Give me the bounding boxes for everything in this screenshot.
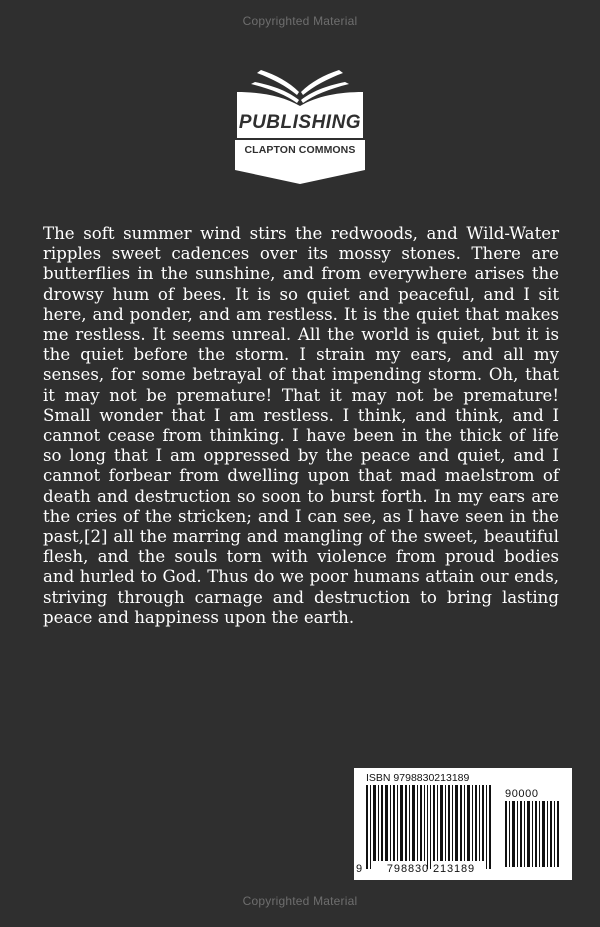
publisher-logo bbox=[231, 62, 369, 184]
publisher-title: PUBLISHING bbox=[238, 112, 362, 133]
copyright-watermark-bottom: Copyrighted Material bbox=[242, 894, 358, 908]
barcode-first-digit: 9 bbox=[356, 863, 363, 875]
barcode-digits: 798830 213189 bbox=[386, 863, 476, 875]
isbn-barcode bbox=[354, 768, 572, 880]
copyright-watermark-top: Copyrighted Material bbox=[242, 14, 358, 28]
back-cover-excerpt: The soft summer wind stirs the redwoods, and Wild-Water ripples sweet cadences over its mossy stones. There are butterflies in the sunshine, and from everywhere arises the drowsy hum of bees. It is so quiet and peaceful, and I sit here, and ponder, and am restless. It is the quiet that makes me restless. It seems unreal. All the world is quiet, but it is the quiet before the storm. I strain my ears, and all my senses, for some betrayal of that impending storm. Oh, that it may not be premature! That it may not be premature! Small wonder that I am restless. I think, and think, and I cannot cease from thinking. I have been in the thick of life so long that I am oppressed by the peace and quiet, and I cannot forbear from dwelling upon that mad maelstrom of death and destruction so soon to burst forth. In my ears are the cries of the stricken; and I can see, as I have seen in the past,[2] all the marring and mangling of the sweet, beautiful flesh, and the souls torn with violence from proud bodies and hurled to God. Thus do we poor humans attain our ends, striving through carnage and destruction to bring lasting peace and happiness upon the earth. bbox=[43, 224, 559, 627]
publisher-subtitle: CLAPTON COMMONS bbox=[244, 144, 356, 156]
isbn-label: ISBN 9798830213189 bbox=[366, 772, 470, 784]
price-code: 90000 bbox=[505, 788, 539, 800]
